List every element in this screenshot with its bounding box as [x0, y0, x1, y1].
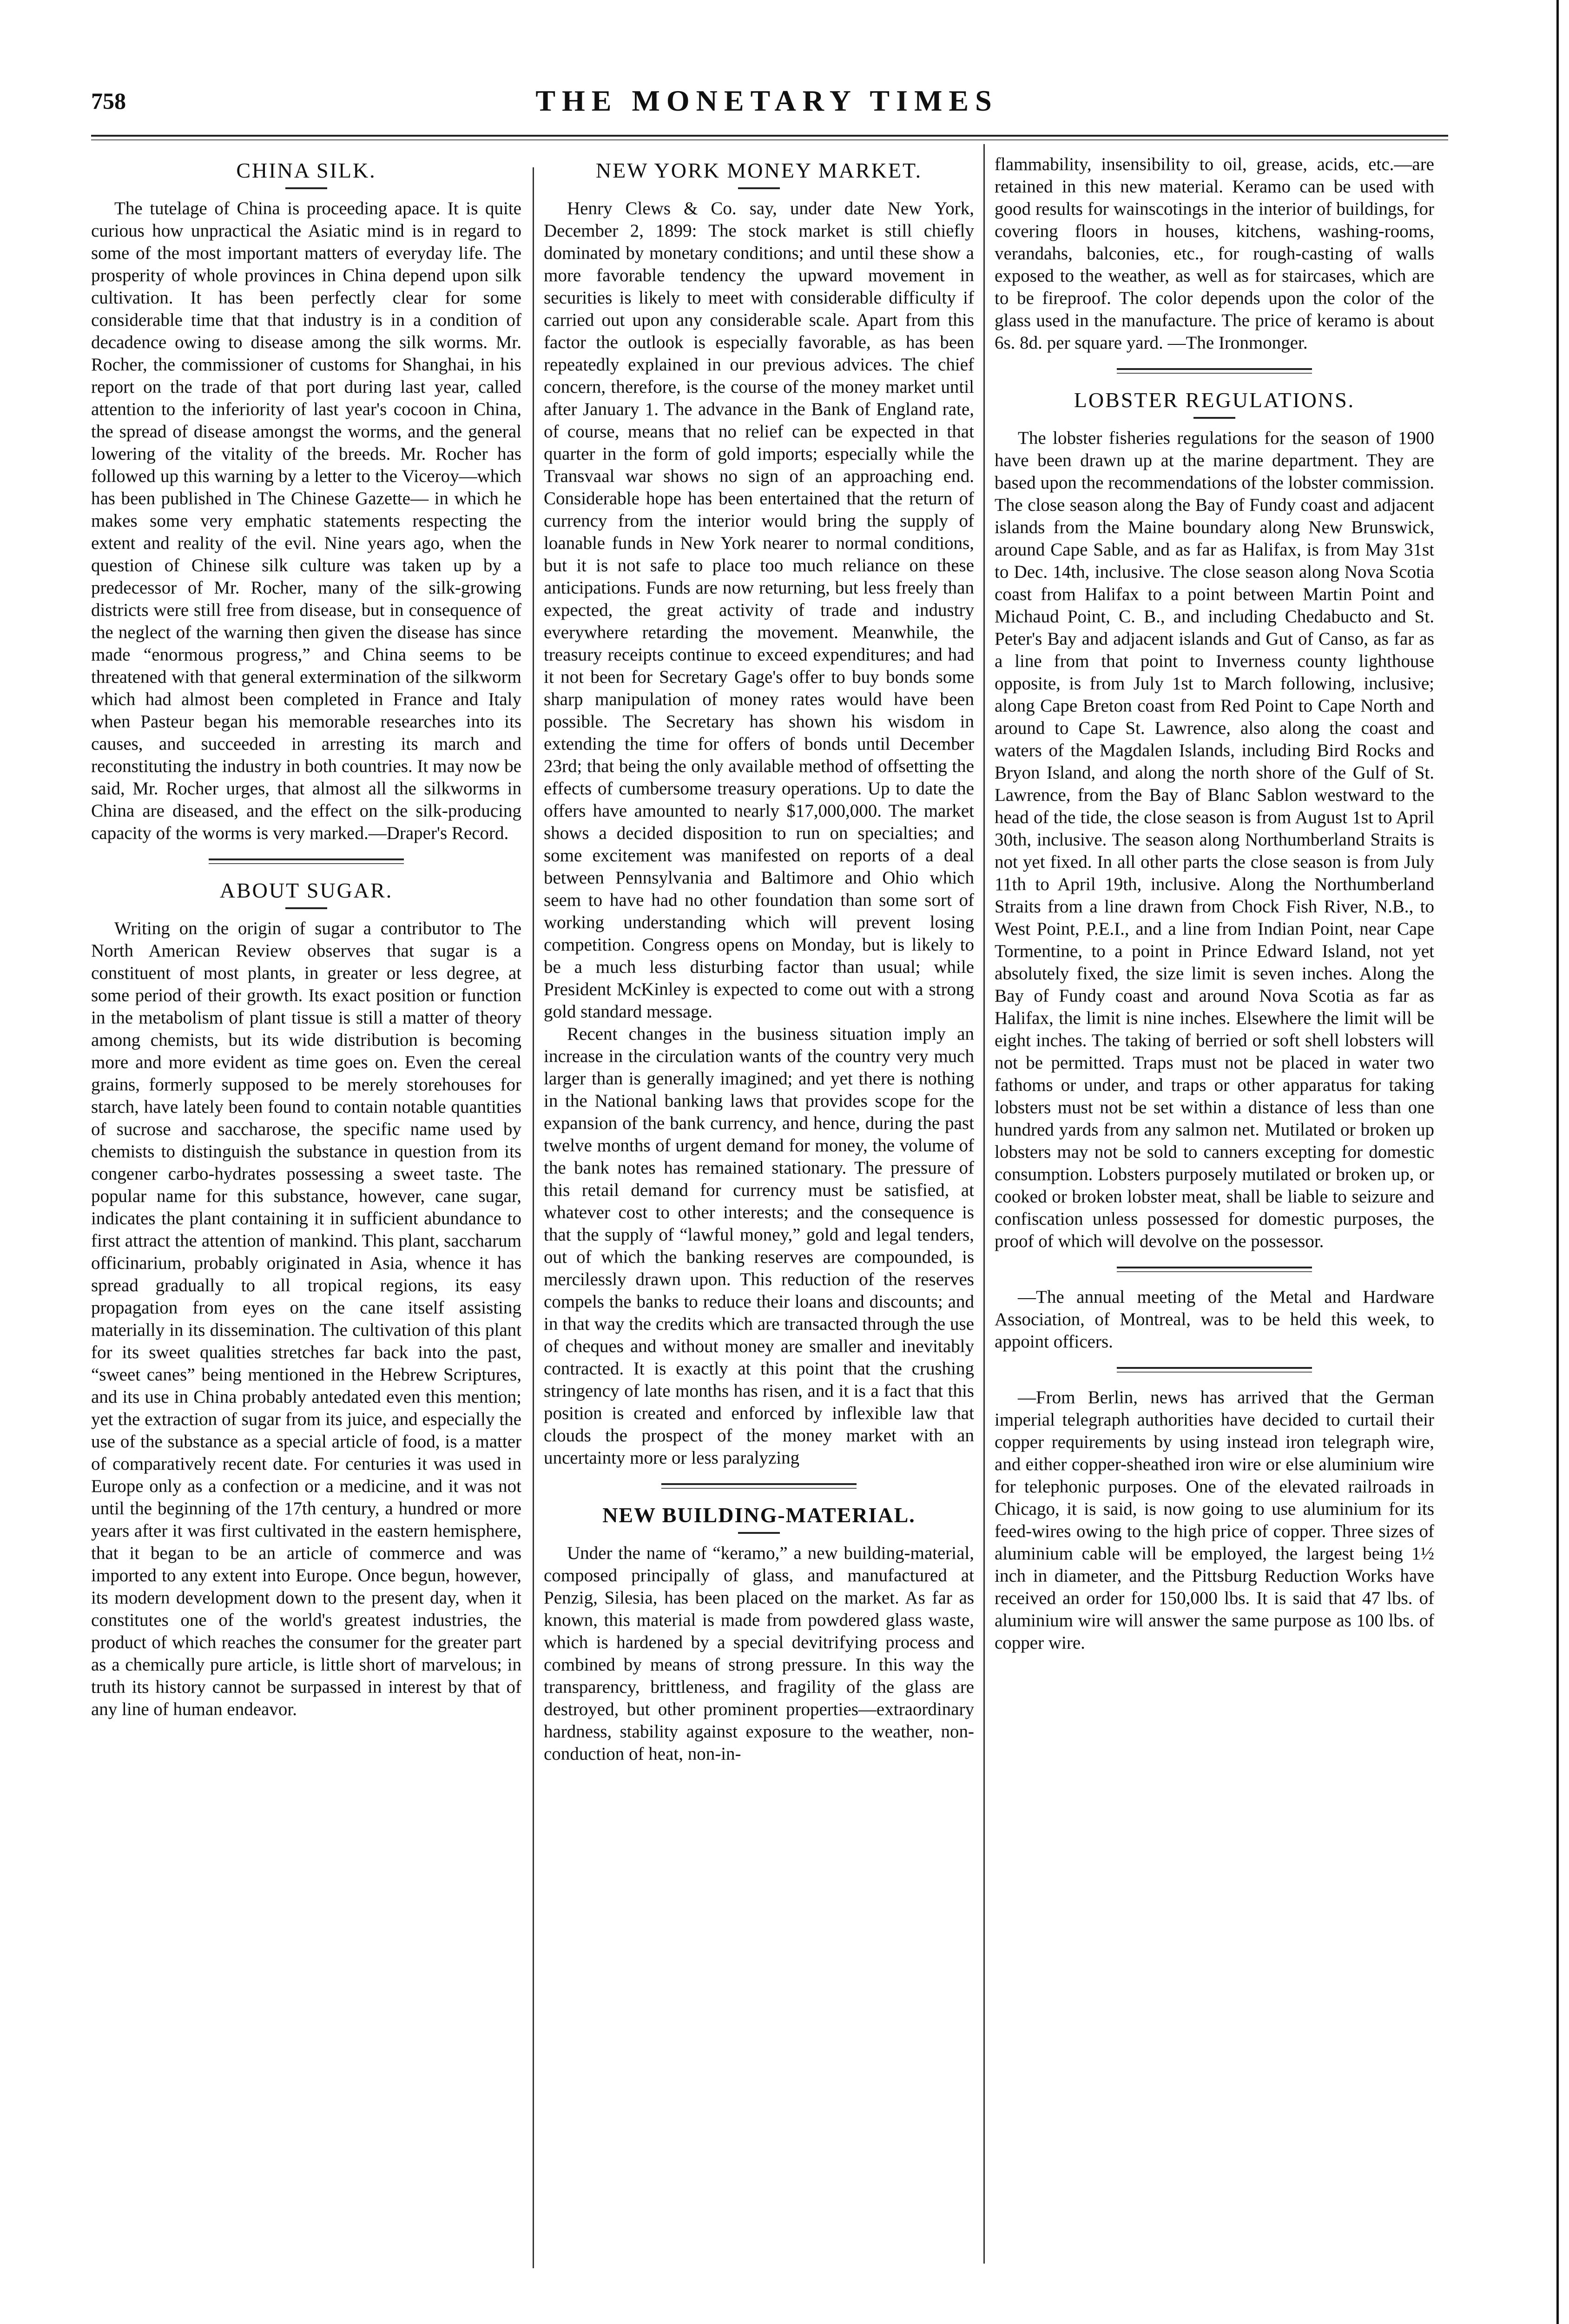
- header-rule-thin: [91, 139, 1448, 140]
- headline-rule: [738, 187, 780, 189]
- headline-lobster-regulations: LOBSTER REGULATIONS.: [1074, 388, 1355, 412]
- column-1: [91, 153, 521, 1721]
- header-rule: [91, 135, 1448, 137]
- page-number: 758: [91, 88, 126, 114]
- article-paragraph-2: Recent changes in the business situation imply an increase in the circulation wants of the country very much larger than is generally imagined; and yet there is nothing in the National banking laws that provides scope for the expansion of the bank currency, and hence, during the past twelve months of urgent demand for money, the volume of the bank notes has remained stationary. The pressure of this retail demand for currency must be satisfied, at whatever cost to other interests; and the consequence is that the supply of “lawful money,” gold and legal tenders, out of which the banking reserves are compounded, is mercilessly drawn upon. This reduction of the reserves compels the banks to reduce their loans and discounts; and in that way the credits which are transacted through the use of cheques and without money are smaller and inevitably contracted. It is exactly at this point that the crushing stringency of late months has risen, and it is a fact that this position is created and enforced by inflexible law that clouds the prospect of the money market with an uncertainty more or less paralyzing: [544, 1024, 974, 1468]
- headline-rule: [285, 907, 327, 909]
- masthead-title: THE MONETARY TIMES: [535, 84, 998, 117]
- headline-about-sugar: ABOUT SUGAR.: [219, 878, 393, 902]
- article-paragraph-1: Henry Clews & Co. say, under date New York, December 2, 1899: The stock market is still chiefly dominated by monetary conditions; and until these show a more favorable tendency the upward movement in securities is likely to meet with considerable difficulty if carried out upon any considerable scale. Apart from this factor the outlook is especially favorable, as has been repeatedly explained in our previous advices. The chief concern, therefore, is the course of the money market until after January 1. The advance in the Bank of England rate, of course, means that no relief can be expected in that quarter in the form of gold imports; especially while the Transvaal war shows no sign of an approaching end. Considerable hope has been entertained that the return of currency from the interior would bring the supply of loanable funds in New York nearer to normal conditions, but it is not safe to place too much reliance on these anticipations. Funds are now returning, but less freely than expected, the great activity of trade and industry everywhere retarding the movement. Meanwhile, the treasury receipts continue to exceed expenditures; and had it not been for Secretary Gage's offer to buy bonds some sharp manipulation of money rates would have been possible. The Secretary has shown his wisdom in extending the time for offers of bonds until December 23rd; that being the only available method of offsetting the effects of cumbersome treasury operations. Up to date the offers have amounted to nearly $17,000,000. The market shows a decided disposition to run on specialties; and some excitement was manifested on reports of a deal between Pennsylvania and Baltimore and Ohio which seem to have had no other foundation than some sort of working understanding which will prevent losing competition. Congress opens on Monday, but is likely to be a much less disturbing factor than usual; while President McKinley is expected to come out with a strong gold standard message.: [544, 198, 974, 1022]
- article-about-sugar: [91, 878, 521, 1721]
- article-new-building-material: [544, 1503, 974, 1765]
- brief-metal-hardware-association: —The annual meeting of the Metal and Hardware Association, of Montreal, was to be held this week, to appoint officers.: [995, 1287, 1434, 1352]
- article-lobster-regulations: [995, 388, 1434, 1253]
- headline-rule: [738, 1532, 780, 1534]
- column-2: [544, 153, 974, 1765]
- headline-rule: [1193, 417, 1235, 419]
- article-new-york-money-market: [544, 158, 974, 1469]
- headline-new-york-money-market: NEW YORK MONEY MARKET.: [595, 158, 923, 182]
- section-divider: [209, 858, 404, 864]
- article-body-building-material-part2: flammability, insensibility to oil, grease, acids, etc.—are retained in this new material. Keramo can be used with good results for wainscotings in the interior of buildings, for covering floors in houses, kitchens, washing-rooms, verandahs, balconies, etc., for rough-casting of walls exposed to the weather, as well as for staircases, which are to be fireproof. The color depends upon the color of the glass used in the manufacture. The price of keramo is about 6s. 8d. per square yard. —The Ironmonger.: [995, 154, 1434, 353]
- headline-new-building-material: NEW BUILDING-MATERIAL.: [602, 1503, 916, 1527]
- column-divider-right: [983, 144, 985, 2264]
- article-china-silk: [91, 158, 521, 845]
- section-divider: [661, 1483, 857, 1489]
- page-binding-edge: [1556, 0, 1562, 2324]
- article-body-building-material-part1: Under the name of “keramo,” a new building-material, composed principally of glass, and manufactured at Penzig, Silesia, has been placed on the market. As far as known, this material is made from powdered glass waste, which is hardened by a special devitrifying process and combined by means of strong pressure. In this way the transparency, brittleness, and fragility of the glass are destroyed, but other prominent properties—extraordinary hardness, stability against exposure to the weather, non-conduction of heat, non-in-: [544, 1543, 974, 1764]
- section-divider: [1117, 1267, 1312, 1272]
- article-body-lobster-regulations: The lobster fisheries regulations for the season of 1900 have been drawn up at the marine department. They are based upon the recommendations of the lobster commission. The close season along the Bay of Fundy coast and adjacent islands from the Maine boundary along New Brunswick, around Cape Sable, and as far as Halifax, is from May 31st to Dec. 14th, inclusive. The close season along Nova Scotia coast from Halifax to a point between Martin Point and Michaud Point, C. B., and including Chedabucto and St. Peter's Bay and adjacent islands and Gut of Canso, as far as a line from that point to Inverness county lighthouse opposite, is from July 1st to March following, inclusive; along Cape Breton coast from Red Point to Cape North and around to Cape St. Lawrence, also along the coast and waters of the Magdalen Islands, including Bird Rocks and Bryon Island, and along the north shore of the Gulf of St. Lawrence, from the Bay of Blanc Sablon westward to the head of the tide, the close season is from August 1st to April 30th, inclusive. The season along Northumberland Straits is not yet fixed. In all other parts the close season is from July 11th to April 19th, inclusive. Along the Northumberland Straits from a line drawn from Chock Fish River, N.B., to West Point, P.E.I., and a line from Indian Point, near Cape Tormentine, to a point in Prince Edward Island, not yet absolutely fixed, the size limit is seven inches. Along the Bay of Fundy coast and around Nova Scotia as far as Halifax, the limit is nine inches. Elsewhere the limit will be eight inches. The taking of berried or soft shell lobsters will not be permitted. Traps must not be placed in water two fathoms or under, and traps or other apparatus for taking lobsters must not be set within a distance of less than one hundred yards from any salmon net. Mutilated or broken up lobsters may not be sold to canners excepting for domestic consumption. Lobsters purposely mutilated or broken up, or cooked or broken lobster meat, shall be liable to seizure and confiscation unless possessed for domestic purposes, the proof of which will devolve on the possessor.: [995, 428, 1434, 1251]
- headline-rule: [285, 187, 327, 189]
- article-body-china-silk: The tutelage of China is proceeding apace. It is quite curious how unpractical the Asiatic mind is in regard to some of the most important matters of everyday life. The prosperity of whole provinces in China depend upon silk cultivation. It has been perfectly clear for some considerable time that that industry is in a condition of decadence owing to disease among the silk worms. Mr. Rocher, the commissioner of customs for Shanghai, in his report on the trade of that port during last year, called attention to the inferiority of last year's cocoon in China, the spread of disease amongst the worms, and the general lowering of the vitality of the breeds. Mr. Rocher has followed up this warning by a letter to the Viceroy—which has been published in The Chinese Gazette— in which he makes some very emphatic statements respecting the extent and reality of the evil. Nine years ago, when the question of Chinese silk culture was taken up by a predecessor of Mr. Rocher, many of the silk-growing districts were still free from disease, but in consequence of the neglect of the warning then given the disease has since made “enormous progress,” and China seems to be threatened with that general extermination of the silkworm which had almost been completed in France and Italy when Pasteur began his memorable researches into its causes, and succeeded in arresting its march and reconstituting the industry in both countries. It may now be said, Mr. Rocher urges, that almost all the silkworms in China are diseased, and the effect on the silk-producing capacity of the worms is very marked.—Draper's Record.: [91, 198, 521, 843]
- column-divider-left: [533, 167, 534, 2268]
- headline-china-silk: CHINA SILK.: [236, 158, 376, 182]
- article-body-about-sugar: Writing on the origin of sugar a contributor to The North American Review observes that sugar is a constituent of most plants, in greater or less degree, at some period of their growth. Its exact position or function in the metabolism of plant tissue is still a matter of theory among chemists, but its wide distribution is becoming more and more evident as time goes on. Even the cereal grains, formerly supposed to be merely storehouses for starch, have lately been found to contain notable quantities of sucrose and saccharose, the specific name used by chemists to distinguish the substance in question from its congener carbo-hydrates possessing a sweet taste. The popular name for this substance, however, cane sugar, indicates the plant containing it in sufficient abundance to first attract the attention of mankind. This plant, saccharum officinarium, probably originated in Asia, whence it has spread gradually to all tropical regions, its easy propagation from eyes on the cane itself assisting materially in its dissemination. The cultivation of this plant for its sweet qualities stretches far back into the past, “sweet canes” being mentioned in the Hebrew Scriptures, and its use in China probably antedated even this mention; yet the extraction of sugar from its juice, and especially the use of the substance as a special article of food, is a matter of comparatively recent date. For centuries it was used in Europe only as a confection or a medicine, and it was not until the beginning of the 17th century, a hundred or more years after it was first cultivated in the eastern hemisphere, that it began to be an article of commerce and was imported to any extent into Europe. Once begun, however, its modern development down to the present day, when it constitutes one of the world's greatest industries, the product of which reaches the consumer for the greater part as a chemically pure article, is little short of marvelous; in truth its history cannot be surpassed in interest by that of any line of human endeavor.: [91, 918, 521, 1719]
- section-divider: [1117, 1367, 1312, 1373]
- brief-berlin-telegraph: —From Berlin, news has arrived that the German imperial telegraph authorities have decided to curtail their copper requirements by using instead iron telegraph wire, and either copper-sheathed iron wire or else aluminium wire for telephonic purposes. One of the elevated railroads in Chicago, it is said, is now going to use aluminium for its feed-wires owing to the high price of copper. Three sizes of aluminium cable will be employed, the largest being 1½ inch in diameter, and the Pittsburg Reduction Works have received an order for 150,000 lbs. It is said that 47 lbs. of aluminium wire will answer the same purpose as 100 lbs. of copper wire.: [995, 1387, 1434, 1653]
- section-divider: [1117, 368, 1312, 374]
- column-3: [995, 153, 1434, 1654]
